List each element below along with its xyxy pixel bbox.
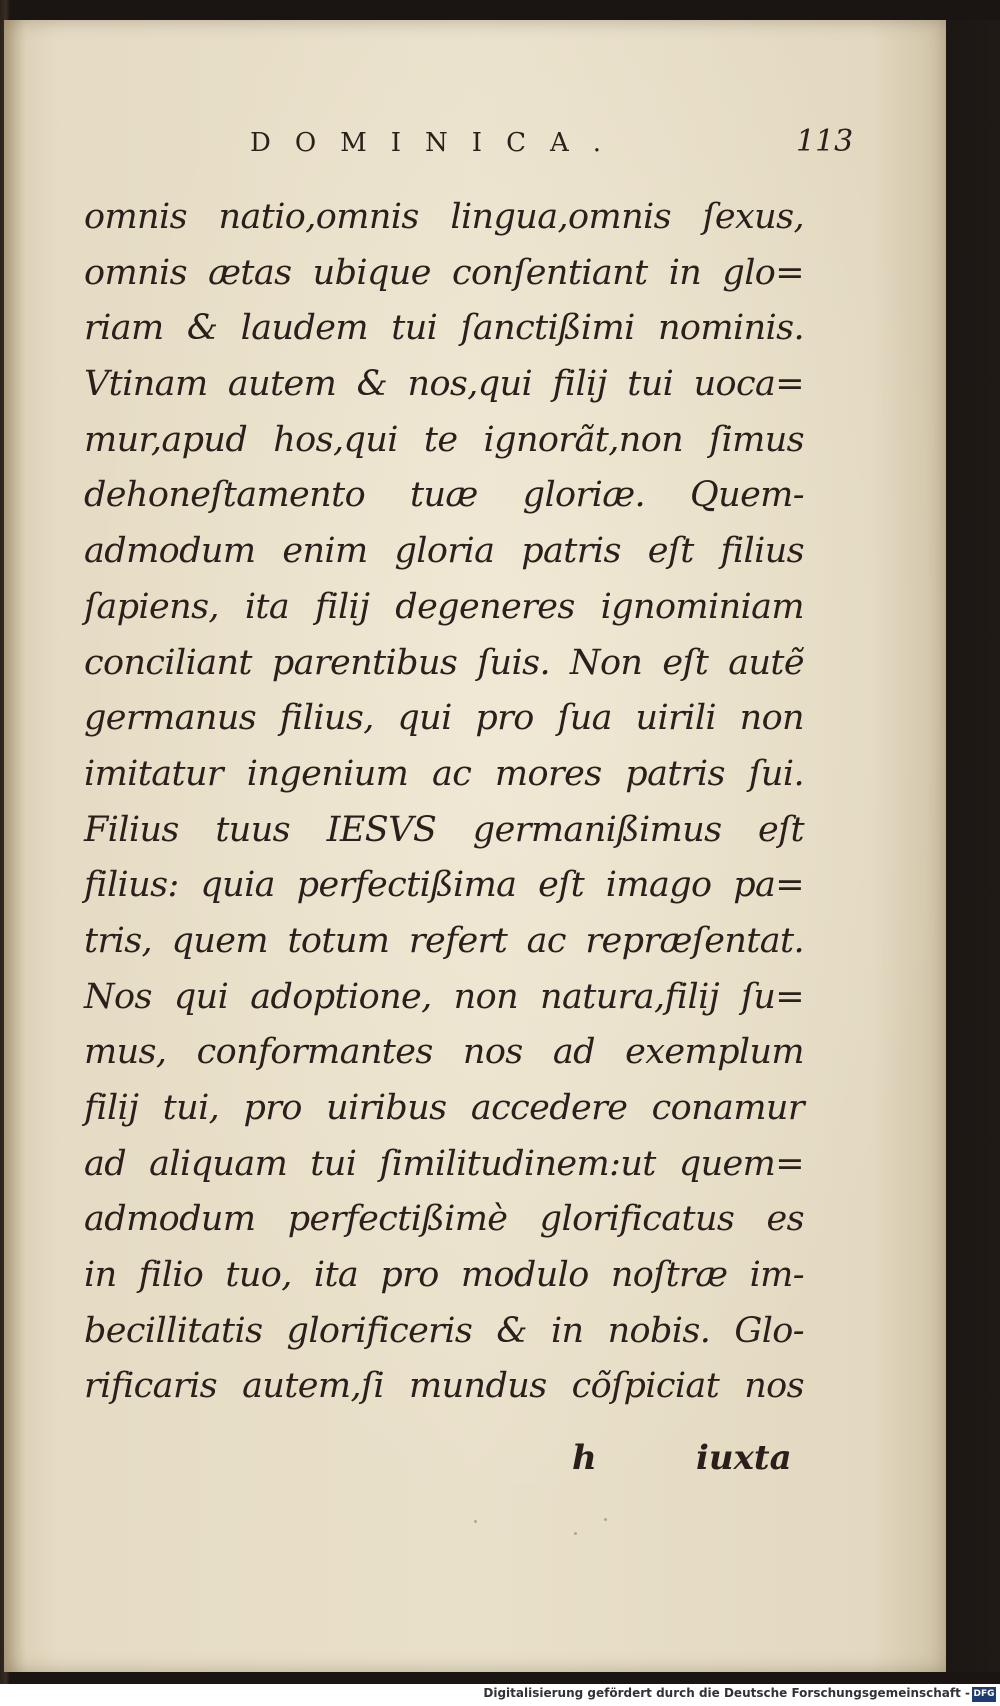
page-footer-marks <box>4 1438 946 1488</box>
running-head <box>4 124 946 168</box>
running-head-title: DOMINICA. <box>250 128 626 158</box>
text-line: mur,apud hos,qui te ignorãt,non ſimus <box>84 419 804 460</box>
page-number: 113 <box>796 124 854 159</box>
text-line: becillitatis glorificeris & in nobis. Glo- <box>84 1310 804 1351</box>
text-line: tris, quem totum refert ac repræſentat. <box>84 920 804 961</box>
funding-credit: Digitalisierung gefördert durch die Deutsche Forschungsgemeinschaft - <box>483 1686 970 1700</box>
text-line: Filius tuus IESVS germanißimus eſt <box>84 809 804 850</box>
text-line: Nos qui adoptione, non natura,filij ſu= <box>84 976 804 1017</box>
text-line: dehoneſtamento tuæ gloriæ. Quem- <box>84 475 804 516</box>
text-line: filij tui, pro uiribus accedere conamur <box>84 1088 804 1128</box>
signature-mark: h <box>572 1438 597 1478</box>
text-line: admodum perfectißimè glorificatus es <box>84 1199 804 1240</box>
text-line: ſapiens, ita filij degeneres ignominiam <box>84 586 804 627</box>
body-text <box>84 190 804 1415</box>
paper-speck <box>574 1532 577 1535</box>
text-line: admodum enim gloria patris eſt filius <box>84 531 804 572</box>
book-edge-shadow <box>946 20 1000 1672</box>
text-line: conciliant parentibus ſuis. Non eſt autẽ <box>84 642 804 683</box>
text-line: filius: quia perfectißima eſt imago pa= <box>84 865 804 906</box>
paper-speck <box>474 1520 477 1523</box>
text-line: Vtinam autem & nos,qui filij tui uoca= <box>84 364 804 405</box>
dfg-logo: DFG <box>972 1687 996 1702</box>
text-line: imitatur ingenium ac mores patris ſui. <box>84 753 804 794</box>
text-line: germanus filius, qui pro ſua uirili non <box>84 698 804 739</box>
text-line: omnis natio,omnis lingua,omnis ſexus, <box>84 197 804 237</box>
text-line: rificaris autem,ſi mundus cõſpiciat nos <box>84 1366 804 1407</box>
text-line: omnis ætas ubique conſentiant in glo= <box>84 252 804 293</box>
digitization-footer <box>0 1684 1000 1706</box>
text-line: ad aliquam tui ſimilitudinem:ut quem= <box>84 1143 804 1184</box>
book-page <box>4 20 946 1672</box>
text-line: mus, conformantes nos ad exemplum <box>84 1032 804 1073</box>
paper-speck <box>604 1518 607 1521</box>
catchword: iuxta <box>696 1438 792 1478</box>
text-line: riam & laudem tui ſanctißimi nominis. <box>84 308 804 349</box>
text-line: in filio tuo, ita pro modulo noſtræ im- <box>84 1255 804 1296</box>
